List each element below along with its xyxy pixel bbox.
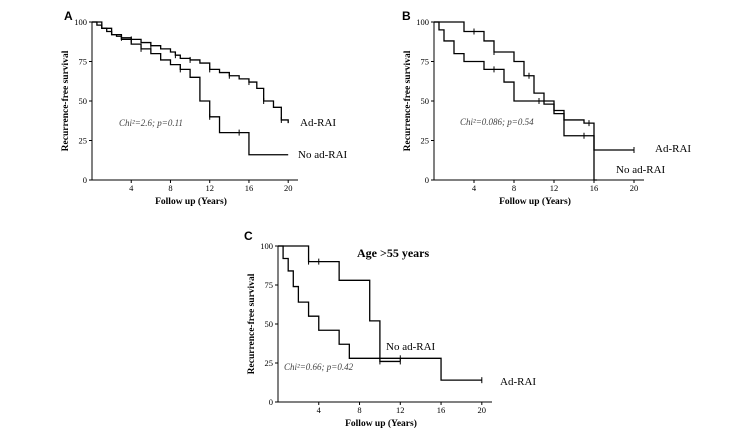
y-tick-label: 100 bbox=[260, 241, 273, 251]
y-tick-label: 100 bbox=[416, 17, 429, 27]
stat-annotation: Chi²=0.66; p=0.42 bbox=[284, 362, 354, 372]
y-tick-label: 0 bbox=[82, 175, 87, 185]
series-label: No ad-RAI bbox=[386, 341, 436, 353]
y-tick-label: 25 bbox=[420, 135, 429, 146]
y-tick-label: 50 bbox=[264, 319, 273, 329]
panel-letter: C bbox=[244, 229, 253, 243]
x-axis-label: Follow up (Years) bbox=[345, 419, 417, 429]
y-tick-label: 75 bbox=[264, 280, 273, 290]
x-tick-label: 20 bbox=[477, 405, 487, 415]
panel-b bbox=[402, 9, 691, 207]
y-axis-label: Recurrence-free survival bbox=[403, 50, 413, 152]
y-tick-label: 75 bbox=[78, 56, 87, 67]
x-axis-label: Follow up (Years) bbox=[155, 197, 227, 207]
panel-letter: B bbox=[402, 9, 411, 23]
y-tick-label: 75 bbox=[420, 56, 429, 67]
panel-c bbox=[244, 229, 536, 429]
panel-a bbox=[61, 9, 348, 207]
series-label: Ad-RAI bbox=[655, 143, 692, 155]
survival-curve-no-ad-rai bbox=[434, 22, 597, 180]
x-tick-label: 12 bbox=[205, 183, 214, 193]
x-tick-label: 12 bbox=[549, 183, 559, 193]
x-tick-label: 4 bbox=[471, 183, 477, 193]
x-tick-label: 16 bbox=[244, 183, 254, 193]
y-tick-label: 50 bbox=[78, 96, 87, 106]
x-tick-label: 16 bbox=[436, 405, 446, 415]
y-tick-label: 100 bbox=[74, 17, 87, 27]
series-label: Ad-RAI bbox=[500, 376, 537, 388]
x-tick-label: 4 bbox=[316, 405, 321, 415]
series-label: No ad-RAI bbox=[298, 149, 348, 161]
y-tick-label: 0 bbox=[424, 175, 429, 185]
y-tick-label: 0 bbox=[268, 397, 273, 407]
x-axis-label: Follow up (Years) bbox=[499, 197, 571, 207]
panel-subtitle: Age >55 years bbox=[357, 246, 430, 260]
stat-annotation: Chi²=0.086; p=0.54 bbox=[460, 117, 534, 127]
x-tick-label: 20 bbox=[629, 183, 639, 193]
y-tick-label: 25 bbox=[78, 135, 87, 146]
survival-curve-ad-rai bbox=[434, 22, 634, 150]
y-axis-label: Recurrence-free survival bbox=[61, 50, 71, 152]
x-tick-label: 4 bbox=[129, 183, 134, 193]
x-tick-label: 8 bbox=[511, 183, 517, 193]
panel-letter: A bbox=[64, 9, 73, 23]
series-label: Ad-RAI bbox=[300, 117, 337, 129]
x-tick-label: 20 bbox=[283, 183, 293, 193]
stat-annotation: Chi²=2.6; p=0.11 bbox=[119, 118, 183, 128]
y-axis-label: Recurrence-free survival bbox=[247, 273, 257, 375]
x-tick-label: 8 bbox=[357, 405, 362, 415]
y-tick-label: 50 bbox=[420, 96, 429, 106]
y-tick-label: 25 bbox=[264, 358, 273, 368]
x-tick-label: 12 bbox=[396, 405, 405, 415]
x-tick-label: 8 bbox=[168, 183, 173, 193]
series-label: No ad-RAI bbox=[616, 164, 666, 176]
x-tick-label: 16 bbox=[589, 183, 599, 193]
